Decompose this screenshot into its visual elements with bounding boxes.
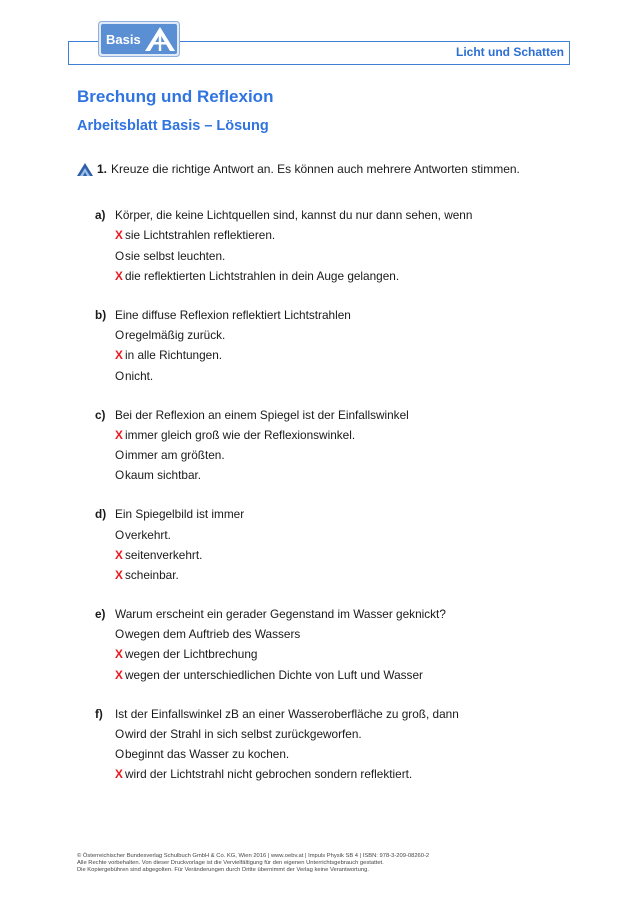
- answer-option: [95, 624, 595, 644]
- question-b: [95, 305, 595, 386]
- answer-mark: X: [115, 269, 123, 284]
- answer-mark: O: [115, 627, 125, 642]
- answer-option: [95, 325, 595, 345]
- question-text: Ist der Einfallswinkel zB an einer Wasseroberfläche zu groß, dann: [115, 706, 459, 721]
- mountain-level-icon: [77, 162, 93, 176]
- answer-option: [95, 644, 595, 664]
- header-topic: Licht und Schatten: [456, 45, 564, 59]
- answer-option: [95, 665, 595, 685]
- answer-mark: X: [115, 568, 123, 583]
- basis-logo: [98, 21, 180, 57]
- answer-text: in alle Richtungen.: [125, 348, 223, 363]
- question-letter: a): [95, 208, 106, 223]
- answer-option: [95, 744, 595, 764]
- answer-text: verkehrt.: [125, 527, 171, 542]
- answer-mark: O: [115, 448, 125, 463]
- question-letter: d): [95, 507, 107, 522]
- task-instruction: [77, 162, 520, 176]
- answer-text: wegen der unterschiedlichen Dichte von Luft und Wasser: [125, 667, 423, 682]
- page-title: Brechung und Reflexion: [77, 87, 274, 106]
- answer-option: [95, 445, 595, 465]
- footer-line: Die Kopiergebühren sind abgegolten. Für Veränderungen durch Dritte übernimmt der Verlag keine Verantwortung.: [77, 867, 369, 874]
- answer-mark: X: [115, 228, 123, 243]
- question-text: Körper, die keine Lichtquellen sind, kannst du nur dann sehen, wenn: [115, 208, 473, 223]
- answer-option: [95, 366, 595, 386]
- answer-mark: O: [115, 468, 125, 483]
- question-text: Warum erscheint ein gerader Gegenstand im Wasser geknickt?: [115, 606, 446, 621]
- answer-mark: X: [115, 667, 123, 682]
- answer-text: die reflektierten Lichtstrahlen in dein Auge gelangen.: [125, 269, 400, 284]
- question-f: [95, 703, 595, 784]
- answer-text: immer gleich groß wie der Reflexionswinkel.: [125, 427, 356, 442]
- answer-option: [95, 565, 595, 585]
- question-list: [95, 205, 595, 803]
- answer-mark: O: [115, 747, 125, 762]
- footer-line: © Österreichischer Bundesverlag Schulbuch GmbH & Co. KG, Wien 2016 | www.oebv.at | Impuls Physik SB 4 | ISBN: 978-3-209-08260-2: [77, 853, 430, 859]
- question-text: Ein Spiegelbild ist immer: [115, 507, 245, 522]
- answer-option: [95, 225, 595, 245]
- question-letter: e): [95, 606, 106, 621]
- answer-mark: O: [115, 328, 125, 343]
- question-letter: b): [95, 307, 107, 322]
- answer-text: wegen dem Auftrieb des Wassers: [125, 627, 301, 642]
- answer-option: [95, 724, 595, 744]
- answer-text: sie selbst leuchten.: [125, 248, 226, 263]
- answer-option: [95, 266, 595, 286]
- question-e: [95, 604, 595, 685]
- answer-text: immer am größten.: [125, 448, 225, 463]
- answer-mark: O: [115, 726, 125, 741]
- question-a: [95, 205, 595, 286]
- question-letter: f): [95, 706, 103, 721]
- answer-mark: O: [115, 527, 125, 542]
- answer-option: [95, 524, 595, 544]
- answer-option: [95, 425, 595, 445]
- answer-text: scheinbar.: [125, 568, 179, 583]
- answer-mark: X: [115, 647, 123, 662]
- question-c: [95, 404, 595, 485]
- logo-text: Basis: [106, 32, 141, 47]
- answer-text: sie Lichtstrahlen reflektieren.: [125, 228, 276, 243]
- answer-mark: O: [115, 248, 125, 263]
- answer-text: wegen der Lichtbrechung: [125, 647, 258, 662]
- question-d: [95, 504, 595, 585]
- task-text: Kreuze die richtige Antwort an. Es können auch mehrere Antworten stimmen.: [111, 162, 520, 176]
- answer-text: seitenverkehrt.: [125, 547, 203, 562]
- task-number: 1.: [97, 162, 108, 176]
- answer-text: kaum sichtbar.: [125, 468, 202, 483]
- answer-text: wird der Lichtstrahl nicht gebrochen sondern reflektiert.: [125, 767, 413, 782]
- answer-text: nicht.: [125, 368, 154, 383]
- answer-option: [95, 345, 595, 365]
- answer-text: wird der Strahl in sich selbst zurückgeworfen.: [125, 726, 362, 741]
- question-letter: c): [95, 407, 106, 422]
- footer-line: Alle Rechte vorbehalten. Von dieser Druckvorlage ist die Vervielfältigung für den eigenen Unterrichtsgebrauch gestattet.: [77, 860, 384, 867]
- copyright-footer: [77, 853, 429, 875]
- answer-text: regelmäßig zurück.: [125, 328, 226, 343]
- answer-mark: X: [115, 427, 123, 442]
- answer-mark: X: [115, 348, 123, 363]
- answer-option: [95, 465, 595, 485]
- answer-text: beginnt das Wasser zu kochen.: [125, 747, 290, 762]
- answer-option: [95, 545, 595, 565]
- question-text: Eine diffuse Reflexion reflektiert Lichtstrahlen: [115, 307, 351, 322]
- question-text: Bei der Reflexion an einem Spiegel ist der Einfallswinkel: [115, 407, 409, 422]
- page-subtitle: Arbeitsblatt Basis – Lösung: [77, 118, 269, 134]
- answer-option: [95, 246, 595, 266]
- answer-mark: X: [115, 767, 123, 782]
- answer-mark: O: [115, 368, 125, 383]
- answer-mark: X: [115, 547, 123, 562]
- answer-option: [95, 764, 595, 784]
